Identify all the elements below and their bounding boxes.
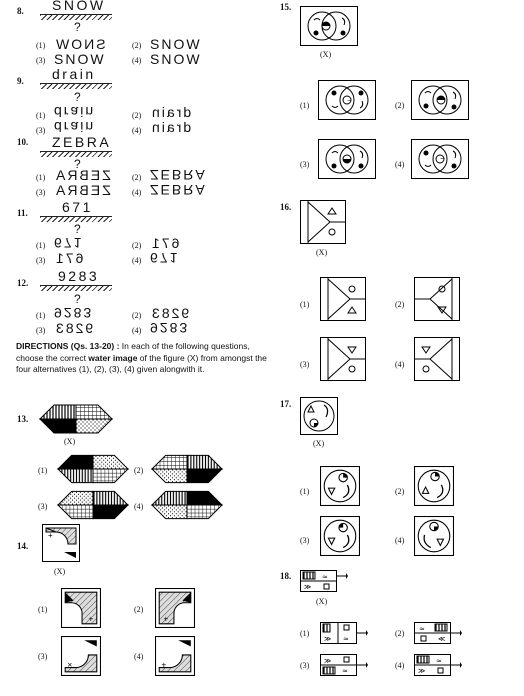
q14-option-4-figure: [154, 636, 196, 676]
q8-option-2: SNOW: [150, 36, 202, 52]
q14-number: 14.: [17, 541, 29, 551]
q16-option-1-label: (1): [300, 300, 310, 309]
q12-option-1-label: (1): [36, 311, 46, 320]
svg-text:≫: ≫: [304, 583, 312, 591]
q16-option-4-figure: [414, 337, 460, 381]
q17-x-caption: (X): [313, 439, 325, 448]
q18-figure-x: [300, 570, 348, 592]
directions-heading: DIRECTIONS (Qs. 13-20) :: [16, 341, 120, 351]
q14-option-1-label: (1): [38, 605, 48, 614]
q10-option-2: ZEBRA: [150, 167, 207, 183]
q14-option-4-label: (4): [134, 652, 144, 661]
q12-option-3-label: (3): [36, 326, 46, 335]
q14-option-2-figure: [154, 588, 196, 628]
q11-option-3: 671: [54, 250, 84, 266]
svg-text:×: ×: [67, 659, 73, 670]
q11-word: 671: [62, 199, 93, 215]
q18-number: 18.: [280, 571, 292, 581]
q18-x-caption: (X): [316, 597, 328, 606]
q9-option-3: drain: [54, 119, 96, 135]
svg-text:+: +: [48, 531, 53, 540]
q14-option-1-figure: [60, 588, 102, 628]
q11-option-1-label: (1): [36, 241, 46, 250]
q9-option-4: drain: [150, 119, 192, 135]
q16-option-3-figure: [320, 337, 366, 381]
q15-option-1-label: (1): [300, 101, 310, 110]
q17-figure-x: [300, 397, 338, 435]
q17-option-3-label: (3): [300, 536, 310, 545]
q18-option-1-label: (1): [300, 629, 310, 638]
svg-text:≫: ≫: [418, 667, 426, 675]
q17-option-1-label: (1): [300, 487, 310, 496]
q14-figure-x: [42, 524, 80, 562]
q12-number: 12.: [17, 278, 29, 288]
q15-option-4-label: (4): [395, 160, 405, 169]
q10-option-4: ZEBRA: [150, 182, 207, 198]
q15-option-1-figure: [317, 80, 377, 120]
q13-option-3-label: (3): [38, 502, 48, 511]
q16-option-3-label: (3): [300, 360, 310, 369]
q16-option-1-figure: [320, 277, 366, 321]
svg-text:≈: ≈: [343, 635, 349, 643]
q9-option-1: drain: [54, 104, 96, 120]
q12-word: 9283: [58, 268, 100, 284]
q8-option-2-label: (2): [132, 41, 142, 50]
q17-option-4-figure: [414, 516, 454, 556]
q10-option-3-label: (3): [36, 188, 46, 197]
q15-x-caption: (X): [320, 50, 332, 59]
q15-number: 15.: [280, 2, 292, 12]
q17-option-2-figure: [414, 466, 454, 506]
q9-option-1-label: (1): [36, 111, 46, 120]
q12-option-4: 9283: [150, 320, 190, 336]
q12-mirror-line: [40, 285, 112, 291]
directions-paragraph: [16, 341, 268, 376]
q11-option-1: 671: [54, 235, 84, 251]
q8-number: 8.: [17, 6, 24, 16]
q11-option-4-label: (4): [132, 256, 142, 265]
q9-mirror-line: [40, 83, 112, 89]
q17-option-3-figure: [320, 516, 360, 556]
q8-option-4: SNOW: [150, 51, 202, 67]
q12-option-2: 9283: [150, 305, 190, 321]
svg-text:+: +: [88, 613, 94, 624]
q18-option-4-figure: [412, 654, 464, 676]
q14-option-3-label: (3): [38, 652, 48, 661]
q15-option-3-figure: [317, 139, 377, 179]
q15-option-2-figure: [410, 80, 470, 120]
q17-number: 17.: [280, 399, 292, 409]
q15-figure-x: [300, 6, 358, 46]
q16-option-2-label: (2): [395, 300, 405, 309]
q15-option-2-label: (2): [395, 101, 405, 110]
q9-option-2-label: (2): [132, 111, 142, 120]
q11-option-2-label: (2): [132, 241, 142, 250]
directions-bold: water image: [88, 352, 138, 363]
q16-number: 16.: [280, 202, 292, 212]
svg-text:≪: ≪: [438, 635, 446, 643]
q17-option-2-label: (2): [395, 487, 405, 496]
q16-x-caption: (X): [316, 248, 328, 257]
q13-figure-x: [40, 403, 112, 435]
q10-word: ZEBRA: [52, 134, 112, 150]
q16-option-2-figure: [414, 277, 460, 321]
q10-option-3: ZEBRA: [54, 182, 111, 198]
q9-option-4-label: (4): [132, 126, 142, 135]
q8-option-1-label: (1): [36, 41, 46, 50]
q18-option-1-figure: [318, 622, 370, 644]
q13-option-3-figure: [58, 489, 128, 521]
q13-option-1-figure: [58, 453, 128, 485]
q8-option-4-label: (4): [132, 56, 142, 65]
q9-option-2: drain: [150, 104, 192, 120]
q14-option-2-label: (2): [134, 605, 144, 614]
svg-text:≈: ≈: [342, 667, 348, 675]
q10-question-mark: ?: [74, 157, 81, 171]
q10-option-4-label: (4): [132, 188, 142, 197]
svg-text:+: +: [163, 613, 169, 624]
q10-option-1: ZEBRA: [54, 167, 111, 183]
q13-option-2-figure: [152, 453, 222, 485]
q17-option-4-label: (4): [395, 536, 405, 545]
q9-option-3-label: (3): [36, 126, 46, 135]
svg-text:≫: ≫: [324, 635, 332, 643]
q8-word: SNOW: [52, 0, 106, 13]
q13-option-1-label: (1): [38, 466, 48, 475]
svg-text:≈: ≈: [322, 573, 328, 581]
q9-word: drain: [52, 66, 96, 82]
directions-text-2: of the figure (X) from amongst the four alternatives (1), (2), (3), (4) given alongwith it.: [16, 352, 267, 374]
q8-option-3-label: (3): [36, 56, 46, 65]
q12-option-4-label: (4): [132, 326, 142, 335]
q8-option-3: SNOW: [54, 51, 106, 67]
q8-question-mark: ?: [74, 20, 81, 34]
q11-option-2: 671: [150, 235, 180, 251]
q18-option-4-label: (4): [395, 661, 405, 670]
q13-option-2-label: (2): [134, 466, 144, 475]
q14-x-caption: (X): [54, 567, 66, 576]
q12-option-2-label: (2): [132, 311, 142, 320]
q11-option-4: 671: [150, 250, 180, 266]
q11-question-mark: ?: [74, 222, 81, 236]
q18-option-2-figure: [412, 622, 464, 644]
q15-option-3-label: (3): [300, 160, 310, 169]
directions-text-1: In each of the following questions, choose the correct: [16, 341, 250, 363]
svg-text:≫: ≫: [324, 657, 332, 665]
q13-option-4-label: (4): [134, 502, 144, 511]
q13-number: 13.: [17, 414, 29, 424]
q10-option-2-label: (2): [132, 173, 142, 182]
q12-option-3: 9283: [54, 320, 94, 336]
q16-figure-x: [300, 200, 346, 244]
svg-text:≈: ≈: [419, 625, 425, 633]
q10-number: 10.: [17, 137, 29, 147]
q14-option-3-figure: [60, 636, 102, 676]
q11-number: 11.: [17, 208, 28, 218]
q12-option-1: 9283: [54, 305, 94, 321]
q18-option-3-label: (3): [300, 661, 310, 670]
q18-option-2-label: (2): [395, 629, 405, 638]
q8-option-1: SNOW: [54, 36, 106, 52]
q9-number: 9.: [17, 76, 24, 86]
q13-x-caption: (X): [64, 437, 76, 446]
q9-question-mark: ?: [74, 90, 81, 104]
q18-option-3-figure: [318, 654, 370, 676]
q11-option-3-label: (3): [36, 256, 46, 265]
q12-question-mark: ?: [74, 292, 81, 306]
q13-option-4-figure: [152, 489, 222, 521]
q10-option-1-label: (1): [36, 173, 46, 182]
svg-text:≈: ≈: [436, 657, 442, 665]
svg-text:+: +: [161, 659, 167, 670]
q15-option-4-figure: [410, 139, 470, 179]
q17-option-1-figure: [320, 466, 360, 506]
q16-option-4-label: (4): [395, 360, 405, 369]
